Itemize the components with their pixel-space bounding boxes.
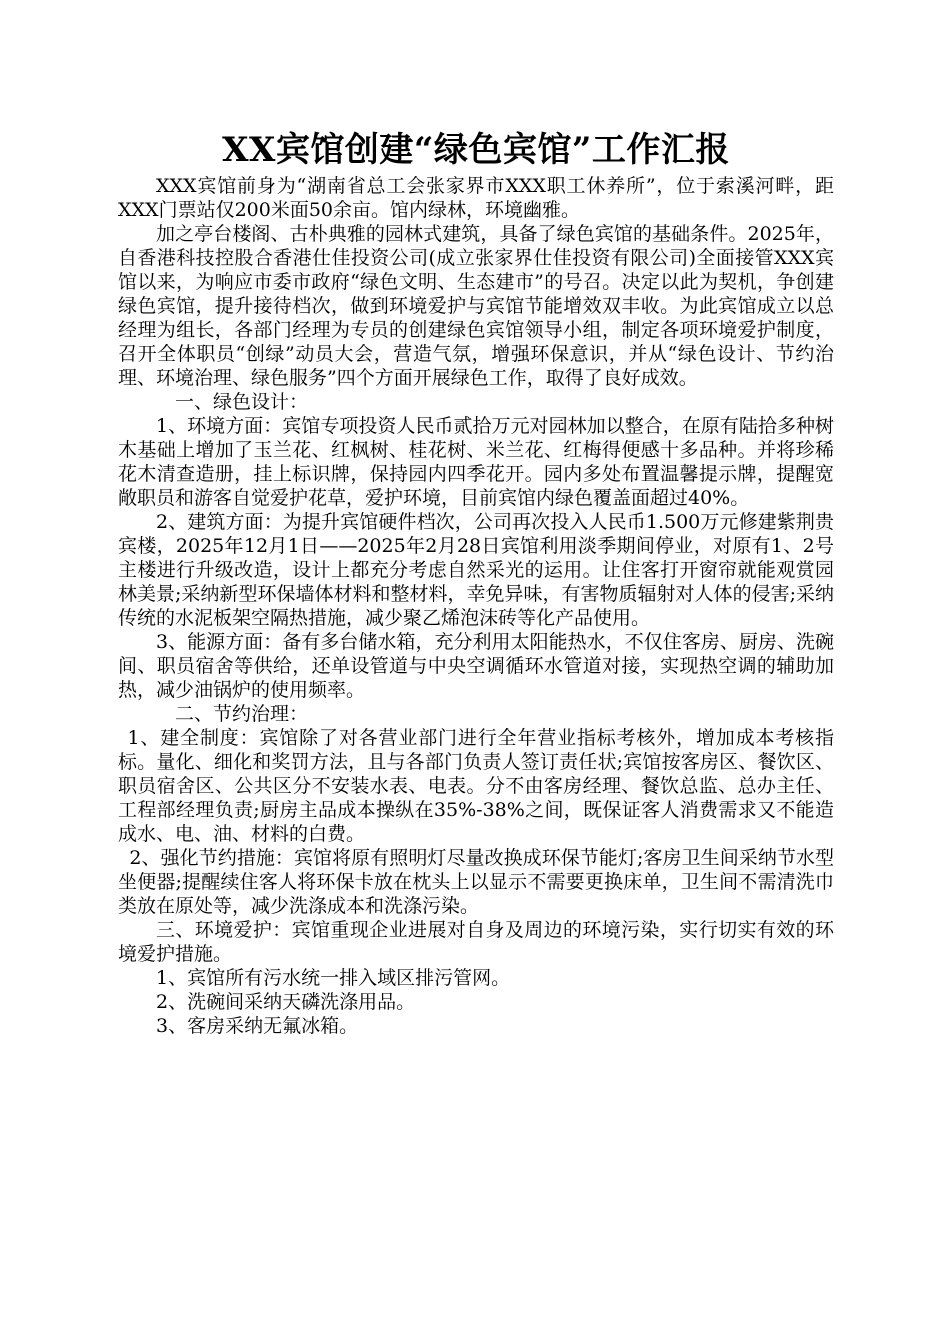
document-page <box>118 128 834 1038</box>
paragraph-saving-measures: 2、强化节约措施：宾馆将原有照明灯尽量改换成环保节能灯;客房卫生间采纳节水型坐便器;提醒续住客人将环保卡放在枕头上以显示不需要更换床单，卫生间不需清洗巾类放在原处等，减少洗涤成本和洗涤污染。 <box>118 847 834 917</box>
paragraph-environment: 1、环境方面：宾馆专项投资人民币贰拾万元对园林加以整合，在原有陆拾多种树木基础上增加了玉兰花、红枫树、桂花树、米兰花、红梅得便感十多品种。并将珍稀花木清查造册，挂上标识牌，保持园内四季花开。园内多处布置温馨提示牌，提醒宽敞职员和游客自觉爱护花草，爱护环境，目前宾馆内绿色覆盖面超过40%。 <box>118 415 834 509</box>
list-item-fridge: 3、客房采纳无氟冰箱。 <box>156 1015 359 1037</box>
paragraph-environment-protection: 三、环境爱护：宾馆重现企业进展对自身及周边的环境污染，实行切实有效的环境爱护措施。 <box>118 919 834 965</box>
section-heading-green-design: 一、绿色设计： <box>175 391 309 413</box>
list-item-detergent: 2、洗碗间采纳天磷洗涤用品。 <box>156 991 416 1013</box>
paragraph-intro: XXX宾馆前身为“湖南省总工会张家界市XXX职工休养所”，位于索溪河畔，距XXX门票站仅200米面50余亩。馆内绿林，环境幽雅。 <box>118 175 834 221</box>
paragraph-energy: 3、能源方面：备有多台储水箱，充分利用太阳能热水，不仅住客房、厨房、洗碗间、职员宿舍等供给，还单设管道与中央空调循环水管道对接，实现热空调的辅助加热，减少油锅炉的使用频率。 <box>118 631 834 701</box>
paragraph-architecture: 2、建筑方面：为提升宾馆硬件档次，公司再次投入人民币1.500万元修建紫荆贵宾楼，2025年12月1日——2025年2月28日宾馆利用淡季期间停业，对原有1、2号主楼进行升级改造，设计上都充分考虑自然采光的运用。让住客打开窗帘就能观赏园林美景;采纳新型环保墙体材料和整材料，幸免异味，有害物质辐射对人体的侵害;采纳传统的水泥板架空隔热措施，减少聚乙烯泡沫砖等化产品使用。 <box>118 511 834 629</box>
document-title: XX宾馆创建“绿色宾馆”工作汇报 <box>222 130 730 170</box>
list-item-sewage: 1、宾馆所有污水统一排入域区排污管网。 <box>156 967 511 989</box>
paragraph-background: 加之亭台楼阁、古朴典雅的园林式建筑，具备了绿色宾馆的基础条件。2025年，自香港科技控股合香港仕佳投资公司(成立张家界仕佳投资有限公司)全面接管XXX宾馆以来，为响应市委市政府“绿色文明、生态建市”的号召。决定以此为契机，争创建绿色宾馆，提升接待档次，做到环境爱护与宾馆节能增效双丰收。为此宾馆成立以总经理为组长，各部门经理为专员的创建绿色宾馆领导小组，制定各项环境爱护制度，召开全体职员“创绿”动员大会，营造气氛，增强环保意识，并从“绿色设计、节约治理、环境治理、绿色服务”四个方面开展绿色工作，取得了良好成效。 <box>118 223 834 389</box>
paragraph-rules: 1、建全制度：宾馆除了对各营业部门进行全年营业指标考核外，增加成本考核指标。量化、细化和奖罚方法，且与各部门负责人签订责任状;宾馆按客房区、餐饮区、职员宿舍区、公共区分不安装水表、电表。分不由客房经理、餐饮总监、总办主任、工程部经理负责;厨房主品成本操纵在35%-38%之间，既保证客人消费需求又不能造成水、电、油、材料的白费。 <box>118 727 834 845</box>
section-heading-saving-management: 二、节约治理： <box>175 703 309 725</box>
